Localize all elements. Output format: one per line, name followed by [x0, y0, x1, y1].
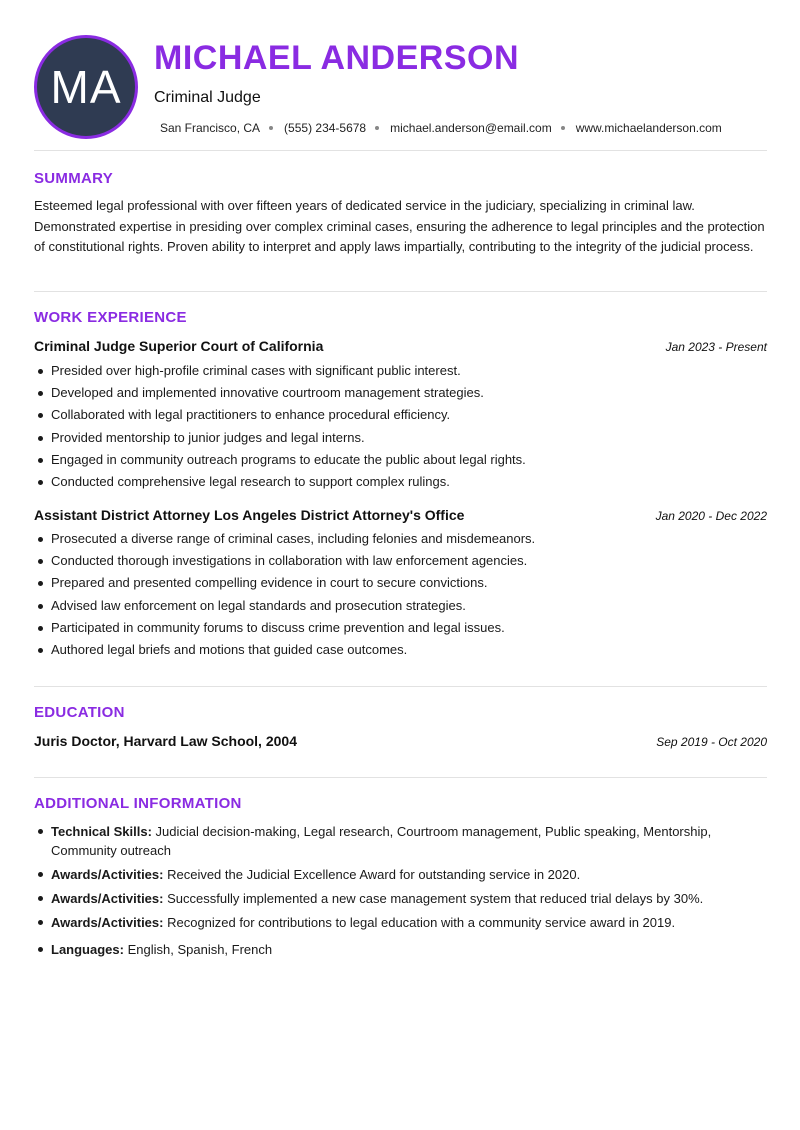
section-divider [34, 777, 767, 778]
education-dates: Sep 2019 - Oct 2020 [656, 735, 767, 749]
list-item: Prepared and presented compelling evidence in court to secure convictions. [34, 572, 767, 594]
list-item [34, 865, 767, 884]
info-text: Received the Judicial Excellence Award for outstanding service in 2020. [167, 867, 581, 882]
info-label: Awards/Activities: [51, 891, 164, 906]
additional-info-list [34, 822, 767, 964]
list-item: Presided over high-profile criminal cases with significant public interest. [34, 360, 767, 382]
list-item: Participated in community forums to discuss crime prevention and legal issues. [34, 617, 767, 639]
summary-text: Esteemed legal professional with over fifteen years of dedicated service in the judiciary, specializing in criminal law. Demonstrated expertise in presiding over complex criminal cases, ensuring the adherence to legal principles and the protection of constitutional rights. Proven ability to interpret and apply laws impartially, contributing to the integrity of the judicial process. [34, 198, 765, 254]
job-bullet-list [34, 360, 767, 493]
list-item: Prosecuted a diverse range of criminal cases, including felonies and misdemeanors. [34, 528, 767, 550]
list-item: Engaged in community outreach programs to educate the public about legal rights. [34, 449, 767, 471]
experience-heading: WORK EXPERIENCE [34, 309, 187, 326]
avatar [34, 35, 138, 139]
info-label: Languages: [51, 942, 124, 957]
list-item: Developed and implemented innovative courtroom management strategies. [34, 382, 767, 404]
job-role: Assistant District Attorney Los Angeles District Attorney's Office [34, 507, 465, 523]
separator-dot-icon [269, 126, 273, 130]
contact-email[interactable]: michael.anderson@email.com [390, 121, 552, 135]
list-item [34, 822, 767, 860]
list-item: Conducted thorough investigations in collaboration with law enforcement agencies. [34, 550, 767, 572]
info-label: Technical Skills: [51, 824, 152, 839]
candidate-name: MICHAEL ANDERSON [154, 39, 520, 77]
contact-website[interactable]: www.michaelanderson.com [575, 121, 722, 135]
list-item [34, 913, 767, 932]
avatar-initials: MA [50, 61, 122, 113]
summary-heading: SUMMARY [34, 170, 114, 187]
contact-location: San Francisco, CA [160, 121, 261, 135]
list-item: Authored legal briefs and motions that guided case outcomes. [34, 639, 767, 661]
section-divider [34, 686, 767, 687]
list-item [34, 889, 767, 908]
separator-dot-icon [561, 126, 565, 130]
education-entry [34, 732, 767, 751]
list-item: Collaborated with legal practitioners to enhance procedural efficiency. [34, 404, 767, 426]
job-bullet-list [34, 528, 767, 661]
job-title: Criminal Judge [154, 89, 261, 106]
job-role: Criminal Judge Superior Court of California [34, 338, 324, 354]
list-item: Provided mentorship to junior judges and legal interns. [34, 427, 767, 449]
job-header [34, 337, 767, 356]
education-degree: Juris Doctor, Harvard Law School, 2004 [34, 733, 297, 749]
info-text: Successfully implemented a new case management system that reduced trial delays by 30%. [167, 891, 704, 906]
list-item: Conducted comprehensive legal research to support complex rulings. [34, 471, 767, 493]
info-text: Recognized for contributions to legal education with a community service award in 2019. [167, 915, 676, 930]
job-dates: Jan 2023 - Present [665, 340, 767, 354]
section-divider [34, 150, 767, 151]
additional-heading: ADDITIONAL INFORMATION [34, 795, 242, 812]
separator-dot-icon [375, 126, 379, 130]
education-heading: EDUCATION [34, 704, 125, 721]
contact-phone: (555) 234-5678 [284, 121, 367, 135]
contact-bar [160, 120, 722, 136]
job-header [34, 506, 767, 525]
section-divider [34, 291, 767, 292]
job-dates: Jan 2020 - Dec 2022 [655, 509, 767, 523]
list-item [34, 940, 767, 959]
info-text: Judicial decision-making, Legal research, Courtroom management, Public speaking, Mentorship, Community outreach [51, 824, 712, 858]
list-item: Advised law enforcement on legal standards and prosecution strategies. [34, 595, 767, 617]
info-label: Awards/Activities: [51, 867, 164, 882]
info-label: Awards/Activities: [51, 915, 164, 930]
info-text: English, Spanish, French [127, 942, 273, 957]
